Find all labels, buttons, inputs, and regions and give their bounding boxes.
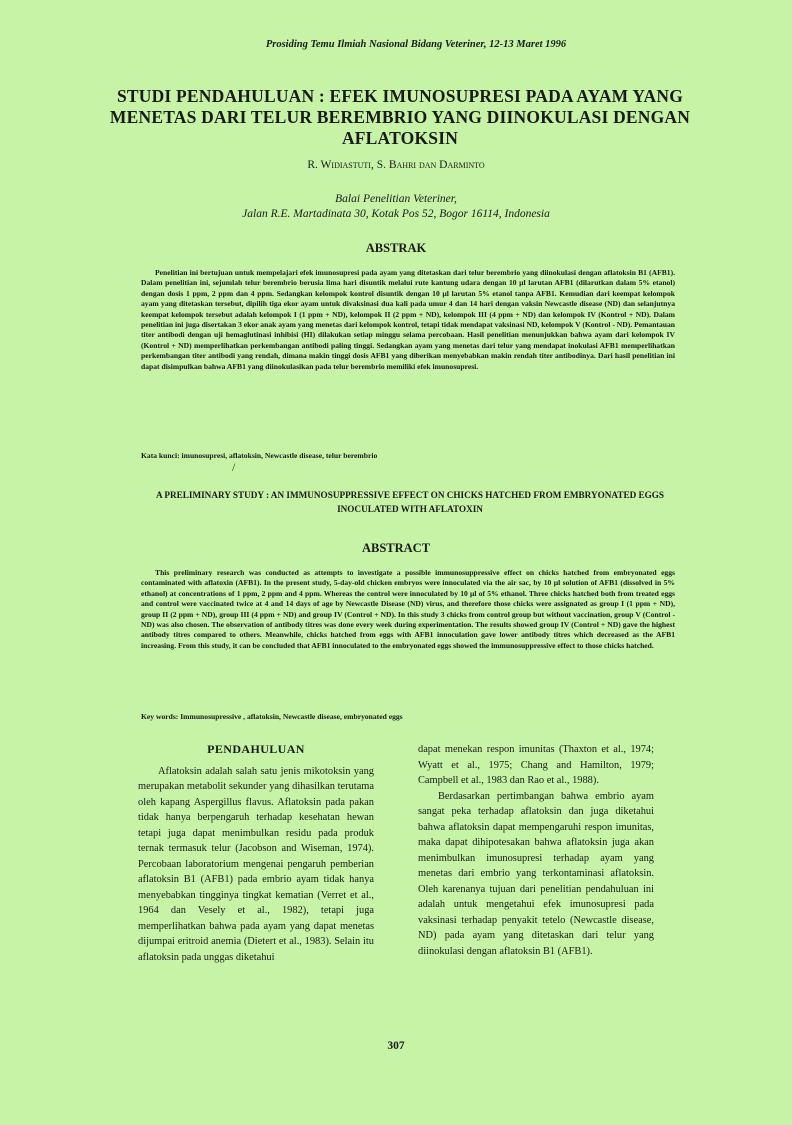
paper-title: STUDI PENDAHULUAN : EFEK IMUNOSUPRESI PADA AYAM YANG MENETAS DARI TELUR BEREMBRIO YANG DIINOKULASI DENGAN AFLATOKSIN bbox=[109, 86, 691, 148]
pendahuluan-heading: PENDAHULUAN bbox=[207, 742, 305, 756]
pendahuluan-paragraph-1: Aflatoksin adalah salah satu jenis mikotoksin yang merupakan metabolit sekunder yang dihasilkan terutama oleh kapang Aspergillus flavus. Aflatoksin pada pakan tidak hanya berpengaruh terhadap kesehatan hewan tetapi juga dapat menimbulkan residu pada produk ternak termasuk telur (Jacobson and Wiseman, 1974). Percobaan laboratorium mengenai pengaruh pemberian aflatoksin B1 (AFB1) pada embrio ayam tidak hanya menyebabkan tingginya tingkat kematian (Verret et al., 1964 dan Vesely et al., 1982), tetapi juga memperlihatkan bahwa pada ayam yang dapat menetas dijumpai eritroid anemia (Dietert et al., 1983). Selain itu aflatoksin pada unggas diketahui bbox=[138, 765, 374, 963]
abstrak-body: Penelitian ini bertujuan untuk mempelajari efek imunosupresi pada ayam yang ditetaskan dari telur berembrio yang diinokulasi dengan aflatoksin B1 (AFB1). Dalam penelitian ini, sejumlah telur berembrio berusia lima hari disuntik melalui rute kantung udara dengan 10 µl larutan AFB1 (dilarutkan dalam 5% etanol) dengan dosis 1 ppm, 2 ppm dan 4 ppm. Sedangkan kelompok kontrol disuntik dengan 10 µl larutan 5% etanol tanpa AFB1. Kemudian dari keempat kelompok ayam yang ditetaskan tersebut, dipilih tiga ekor ayam untuk divaksinasi dua kali pada umur 4 dan 14 hari dengan vaksin Newcastle disease (ND) dan selanjutnya keempat kelompok tersebut adalah kelompok I (1 ppm + ND), kelompok II (2 ppm + ND), kelompok III (4 ppm + ND) dan kelompok IV (Kontrol + ND). Dalam penelitian ini juga disertakan 3 ekor anak ayam yang menetas dari kelompok kontrol, tetapi tidak mendapat vaksinasi ND, kelompok V (Kontrol - ND). Pemantauan titer antibodi dengan uji hemaglutinasi inhibisi (HI) dilakukan setiap minggu selama percobaan. Hasil penelitian menunjukkan bahwa ayam dari kelompok IV (Kontrol + ND) memperlihatkan perkembangan antibodi paling tinggi. Sedangkan ayam yang menetas dari telur yang mendapat inokulasi AFB1 memperlihatkan perkembangan titer antibodi yang rendah, dimana makin tinggi dosis AFB1 yang diberikan menyebabkan makin rendah titer antibodinya. Dari hasil penelitian ini dapat disimpulkan bahwa AFB1 yang diinokulasikan pada telur berembrio memiliki efek imunosupresi. bbox=[141, 268, 675, 371]
institution-line-2: Jalan R.E. Martadinata 30, Kotak Pos 52, Bogor 16114, Indonesia bbox=[242, 208, 550, 220]
english-title: A PRELIMINARY STUDY : AN IMMUNOSUPPRESSIVE EFFECT ON CHICKS HATCHED FROM EMBRYONATED EGGS INOCULATED WITH AFLATOXIN bbox=[155, 490, 665, 514]
institution bbox=[0, 192, 792, 222]
pen-mark: / bbox=[232, 460, 236, 474]
proceedings-header: Prosiding Temu Ilmiah Nasional Bidang Veteriner, 12-13 Maret 1996 bbox=[265, 39, 567, 50]
institution-line-1: Balai Penelitian Veteriner, bbox=[335, 193, 457, 205]
abstract-keywords: Key words: Immunosupressive , aflatoksin, Newcastle disease, embryonated eggs bbox=[141, 712, 403, 721]
pendahuluan-paragraph-2: Berdasarkan pertimbangan bahwa embrio ayam sangat peka terhadap aflatoksin dan juga diketahui bahwa aflatoksin dapat mempengaruhi respon imunitas, maka dapat dihipotesakan bahwa aflatoksin juga akan menimbulkan imunosupresi terhadap ayam yang menetas dari embrio yang terkontaminasi aflatoksin. Oleh karenanya tujuan dari penelitian pendahuluan ini adalah untuk mengetahui efek imunosupresi pada vaksinasi terhadap penyakit tetelo (Newcastle disease, ND) pada ayam yang ditetaskan dari telur yang diinokulasi dengan aflatoksin B1 (AFB1). bbox=[418, 790, 654, 957]
abstract-heading: ABSTRACT bbox=[361, 541, 431, 555]
abstract-body: This preliminary research was conducted as attempts to investigate a possible immunosuppressive effect on chicks hatched from embryonated eggs contaminated with aflatoxin (AFB1). In the present study, 5-day-old chicken embryos were innoculated via the air sac, by 10 µl solution of AFB1 (dissolved in 5% ethanol) at concentrations of 1 ppm, 2 ppm and 4 ppm. Whereas the control were innoculated by 10 µl of 5% ethanol. Three chicks hatched both from treated eggs and control were vaccinated twice at 4 and 14 days of age by Newcastle Disease (ND) virus, and therefore those chicks were assignated as group I (1 ppm + ND), group II (2 ppm + ND), group III (4 ppm + ND) and group IV (Control + ND). In this study 3 chicks from control group but without vaccination, group V (Control - ND) was also chosen. The observation of antibody titres was done every week during experimentation. The results showed group IV (Control + ND) gave the highest antibody titres compared to others. Meanwhile, chicks hatched from eggs with AFB1 innoculation gave lower antibody titres which decreased as the AFB1 increasing. From this study, it can be concluded that AFB1 innoculated to the embryonated eggs showed the immunosuppressive effect to those chicks hatched. bbox=[141, 568, 675, 650]
left-column bbox=[138, 742, 374, 965]
authors: R. Widiastuti, S. Bahri dan Darminto bbox=[307, 159, 485, 171]
abstrak-heading: ABSTRAK bbox=[365, 241, 427, 255]
page-number: 307 bbox=[387, 1040, 405, 1052]
abstrak-keywords: Kata kunci: imunosupresi, aflatoksin, Newcastle disease, telur berembrio bbox=[141, 451, 378, 460]
pendahuluan-paragraph-1-cont: dapat menekan respon imunitas (Thaxton et al., 1974; Wyatt et al., 1975; Chang and Hamilton, 1979; Campbell et al., 1983 dan Rao et al., 1988). bbox=[418, 744, 654, 786]
right-column bbox=[418, 742, 654, 959]
